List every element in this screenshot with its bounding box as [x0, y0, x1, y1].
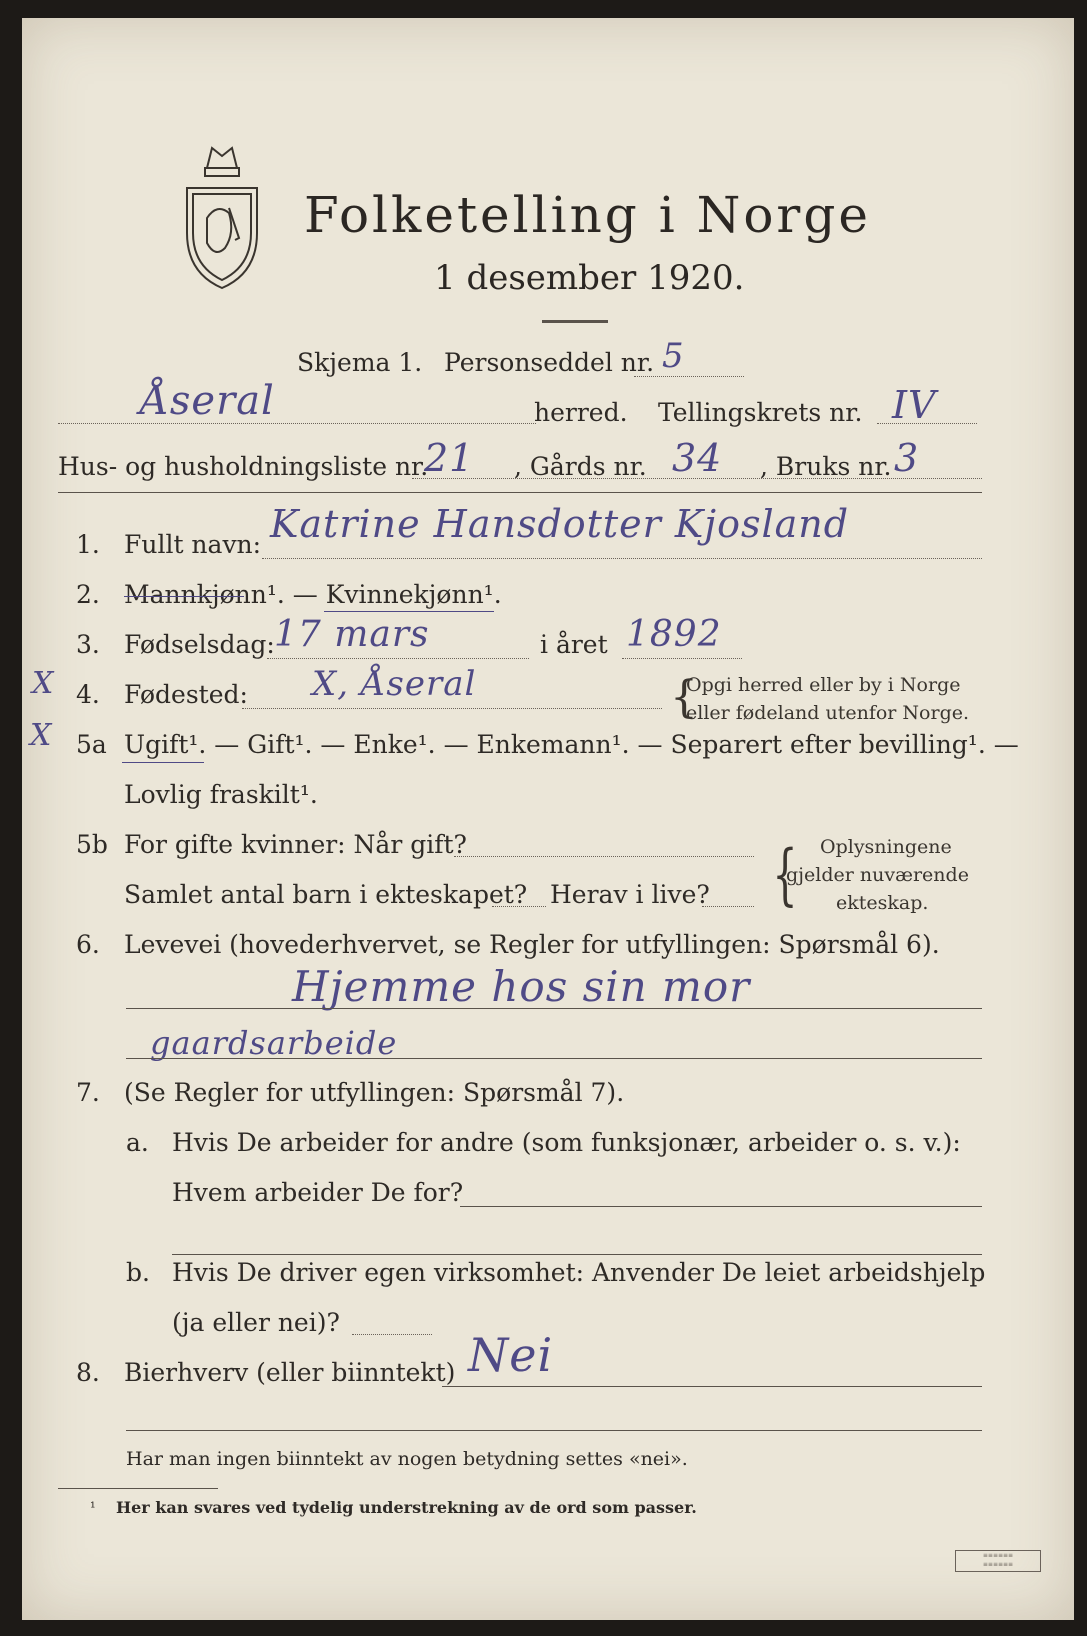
q3-value: 17 mars	[274, 614, 430, 655]
gards-label: , Gårds nr.	[514, 452, 647, 481]
census-form-sheet	[22, 18, 1074, 1620]
q7b-dots	[352, 1334, 432, 1335]
q4-value: X, Åseral	[312, 664, 477, 704]
bruks-value: 3	[894, 436, 920, 480]
q5a-underline	[122, 762, 204, 763]
q5b-dots-1	[454, 856, 754, 857]
q3-number: 3.	[76, 630, 100, 659]
footer-note: Har man ingen biinntekt av nogen betydning settes «nei».	[126, 1448, 688, 1470]
q7b-text: Hvis De driver egen virksomhet: Anvender De leiet arbeidshjelp	[172, 1258, 986, 1287]
q4-number: 4.	[76, 680, 100, 709]
q8-number: 8.	[76, 1358, 100, 1387]
q8-value: Nei	[468, 1328, 554, 1382]
census-date: 1 desember 1920.	[434, 258, 745, 298]
q2-label: Mannkjønn¹. — Kvinnekjønn¹.	[124, 580, 502, 609]
q8-text: Bierhverv (eller biinntekt)	[124, 1358, 456, 1387]
title-divider	[542, 320, 608, 323]
q8-line-2	[126, 1430, 982, 1431]
herred-dots	[58, 423, 536, 424]
personseddel-value: 5	[662, 336, 685, 376]
margin-mark-1: X	[32, 666, 55, 701]
margin-mark-2: X	[30, 718, 53, 753]
q6-value-1: Hjemme hos sin mor	[292, 962, 751, 1011]
q3-label: Fødselsdag:	[124, 630, 275, 659]
q8-line-1	[442, 1386, 982, 1387]
form-title: Folketelling i Norge	[304, 186, 871, 244]
q5b-number: 5b	[76, 830, 108, 859]
q1-dots	[262, 558, 982, 559]
gards-value: 34	[672, 436, 723, 480]
personseddel-label: Personseddel nr.	[444, 348, 655, 377]
q2-strike	[124, 596, 244, 597]
q5b-text-2: Samlet antal barn i ekteskapet?	[124, 880, 528, 909]
q7a-text-2: Hvem arbeider De for?	[172, 1178, 464, 1207]
q3-dots	[267, 658, 529, 659]
footnote-mark: ¹	[90, 1500, 96, 1516]
q5b-note-3: ekteskap.	[836, 892, 929, 914]
q5a-number: 5a	[76, 730, 107, 759]
q7a-line-2	[172, 1254, 982, 1255]
q7-number: 7.	[76, 1078, 100, 1107]
coat-of-arms-icon	[177, 138, 267, 293]
q5a-text: Ugift¹. — Gift¹. — Enke¹. — Enkemann¹. — Separert efter bevilling¹. —	[124, 730, 1019, 759]
q5a-text-2: Lovlig fraskilt¹.	[124, 780, 318, 809]
q5b-text-3: Herav i live?	[550, 880, 710, 909]
q7a-text: Hvis De arbeider for andre (som funksjonær, arbeider o. s. v.):	[172, 1128, 961, 1157]
printer-stamp: ≡≡≡≡≡≡ ≡≡≡≡≡≡	[955, 1550, 1041, 1572]
q6-number: 6.	[76, 930, 100, 959]
q7a-line-1	[460, 1206, 982, 1207]
hus-dots	[412, 478, 982, 479]
footnote-text: Her kan svares ved tydelig understrekning av de ord som passer.	[116, 1498, 697, 1517]
tellingskrets-value: IV	[892, 383, 937, 427]
q4-note-2: eller fødeland utenfor Norge.	[686, 702, 970, 724]
bruks-label: , Bruks nr.	[760, 452, 892, 481]
q6-line-1	[126, 1008, 982, 1009]
q3-year-value: 1892	[626, 614, 722, 655]
q2-number: 2.	[76, 580, 100, 609]
q6-text: Levevei (hovederhvervet, se Regler for utfyllingen: Spørsmål 6).	[124, 930, 940, 959]
q1-number: 1.	[76, 530, 100, 559]
tellingskrets-label: Tellingskrets nr.	[658, 398, 863, 427]
q5b-note-1: Oplysningene	[820, 836, 952, 858]
hus-label: Hus- og husholdningsliste nr.	[58, 452, 429, 481]
q5b-dots-3	[702, 906, 754, 907]
q2-underline	[324, 611, 494, 612]
q1-value: Katrine Hansdotter Kjosland	[270, 502, 850, 546]
q5b-text-1: For gifte kvinner: Når gift?	[124, 830, 467, 859]
q7a-letter: a.	[126, 1128, 149, 1157]
herred-label: herred.	[534, 398, 628, 427]
q6-value-2: gaardsarbeide	[150, 1024, 398, 1062]
q5b-note-2: gjelder nuværende	[786, 864, 969, 886]
q4-note-1: Opgi herred eller by i Norge	[686, 674, 961, 696]
q4-dots	[242, 708, 662, 709]
hus-value: 21	[424, 436, 475, 480]
q5b-brace: {	[772, 836, 798, 913]
q7b-letter: b.	[126, 1258, 150, 1287]
footnote-rule	[58, 1488, 218, 1489]
q7b-text-2: (ja eller nei)?	[172, 1308, 340, 1337]
skjema-label: Skjema 1.	[297, 348, 423, 377]
q3-year-dots	[622, 658, 742, 659]
q4-brace: {	[670, 672, 698, 723]
personseddel-dots	[634, 376, 744, 377]
q5b-dots-2	[492, 906, 546, 907]
herred-value: Åseral	[140, 378, 275, 424]
q4-label: Fødested:	[124, 680, 248, 709]
q7-text: (Se Regler for utfyllingen: Spørsmål 7).	[124, 1078, 625, 1107]
q3-year-label: i året	[540, 630, 608, 659]
q1-label: Fullt navn:	[124, 530, 262, 559]
q6-line-2	[126, 1058, 982, 1059]
header-separator	[58, 492, 982, 493]
